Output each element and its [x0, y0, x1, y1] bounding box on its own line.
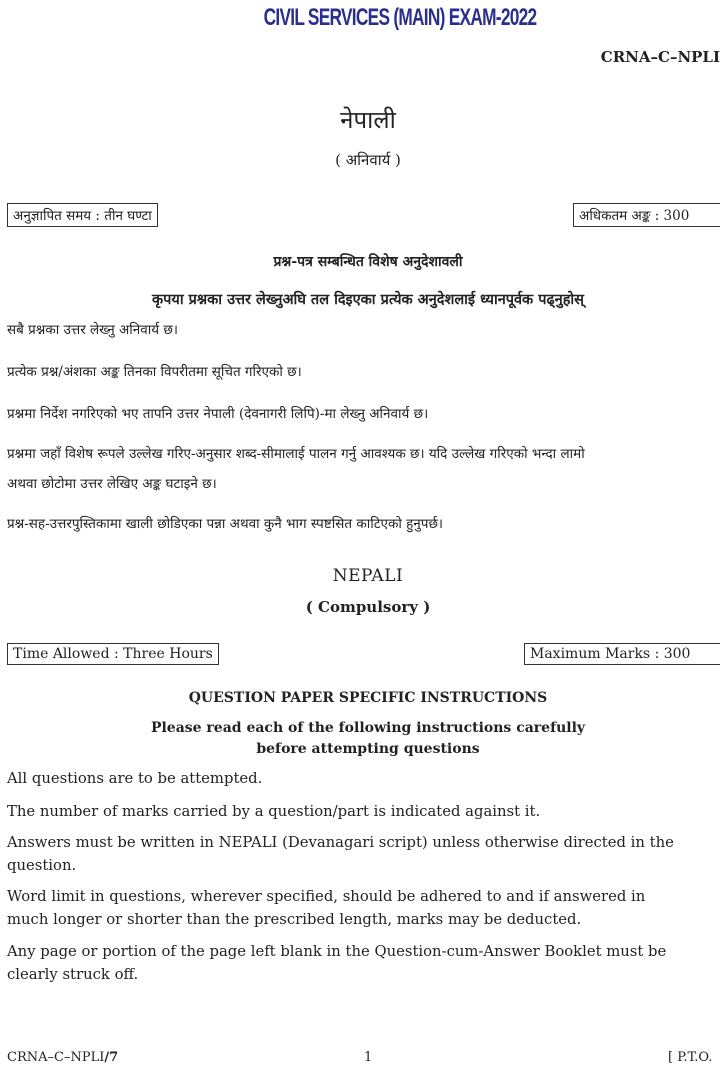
time-allowed-box-english: Time Allowed : Three Hours	[7, 643, 219, 665]
instructions-heading-english: QUESTION PAPER SPECIFIC INSTRUCTIONS	[188, 690, 548, 706]
instruction-line-english: clearly struck off.	[7, 966, 139, 983]
paper-title-english: NEPALI	[332, 566, 404, 586]
instruction-line-english: question.	[7, 857, 77, 874]
pto-label: [ P.T.O.	[668, 1050, 713, 1065]
max-marks-box-english: Maximum Marks : 300	[524, 643, 720, 665]
instruction-line-nepali: प्रश्न-सह-उत्तरपुस्तिकामा खाली छोडिएका पन्ना अथवा कुनै भाग स्पष्टसित काटिएको हुनुपर्छ।	[7, 516, 444, 532]
paper-title-nepali: नेपाली	[340, 106, 396, 134]
instruction-line-english: Word limit in questions, wherever specified, should be adhered to and if answered in	[7, 888, 646, 905]
time-allowed-box-nepali: अनुज्ञापित समय : तीन घण्टा	[7, 203, 158, 227]
instruction-line-english: Answers must be written in NEPALI (Devanagari script) unless otherwise directed in the	[7, 834, 674, 851]
instruction-line-english: much longer or shorter than the prescribed length, marks may be deducted.	[7, 911, 582, 928]
exam-banner: CIVIL SERVICES (MAIN) EXAM-2022	[263, 4, 537, 31]
instructions-subheading-english: before attempting questions	[256, 741, 480, 757]
instruction-line-english: The number of marks carried by a question/part is indicated against it.	[7, 803, 541, 820]
paper-subtitle-nepali: ( अनिवार्य )	[335, 151, 401, 169]
max-marks-box-nepali: अधिकतम अङ्क : 300	[573, 203, 720, 227]
page-number: 1	[364, 1050, 373, 1065]
instruction-line-english: All questions are to be attempted.	[7, 770, 263, 787]
instruction-line-english: Any page or portion of the page left blank in the Question-cum-Answer Booklet must be	[7, 943, 667, 960]
instruction-line-nepali: प्रत्येक प्रश्न/अंशका अङ्क तिनका विपरीतमा सूचित गरिएको छ।	[7, 364, 302, 380]
instruction-line-nepali: सबै प्रश्नका उत्तर लेख्नु अनिवार्य छ।	[7, 322, 178, 338]
instructions-subheading-english: Please read each of the following instructions carefully	[150, 720, 586, 736]
instructions-heading-nepali: प्रश्न-पत्र सम्बन्धित विशेष अनुदेशावली	[273, 254, 463, 270]
footer-code-suffix: /7	[104, 1050, 119, 1065]
footer-paper-code	[7, 1050, 118, 1065]
instruction-line-nepali: अथवा छोटोमा उत्तर लेखिए अङ्क घटाइने छ।	[7, 476, 217, 492]
paper-code: CRNA–C–NPLI	[600, 48, 720, 66]
instructions-subheading-nepali: कृपया प्रश्नका उत्तर लेख्नुअघि तल दिइएका प्रत्येक अनुदेशलाई ध्यानपूर्वक पढ्नुहोस्	[152, 291, 584, 308]
footer-code-prefix: CRNA–C–NPLI	[7, 1050, 105, 1065]
instruction-line-nepali: प्रश्नमा निर्देश नगरिएको भए तापनि उत्तर नेपाली (देवनागरी लिपि)-मा लेख्नु अनिवार्य छ।	[7, 406, 429, 422]
paper-subtitle-english: ( Compulsory )	[305, 598, 431, 616]
instruction-line-nepali: प्रश्नमा जहाँ विशेष रूपले उल्लेख गरिए-अनुसार शब्द-सीमालाई पालन गर्नु आवश्यक छ। यदि उल्लेख गरिएको भन्दा लामो	[7, 446, 585, 462]
